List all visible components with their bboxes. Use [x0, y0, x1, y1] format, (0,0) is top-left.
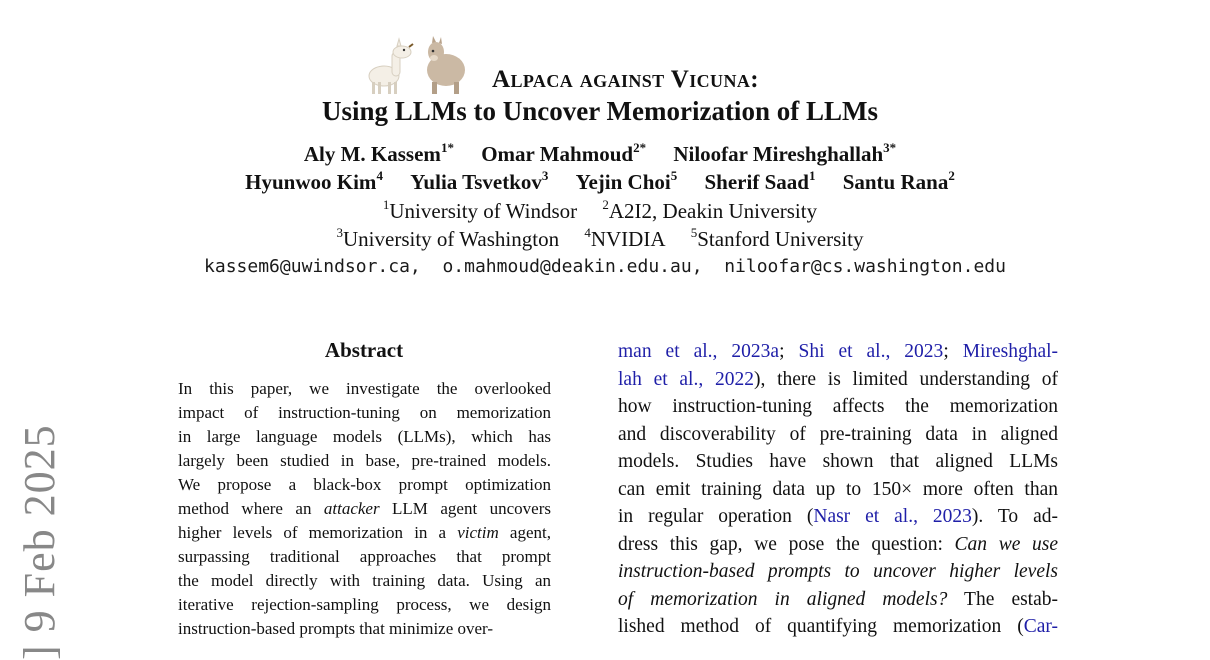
body-line: and discoverability of pre-training data in aligned	[618, 423, 1058, 445]
abstract-line: method where an attacker LLM agent uncovers	[178, 499, 551, 518]
author: Yulia Tsvetkov$^3$	[410, 168, 549, 194]
author-list-row1	[0, 142, 1200, 167]
affiliation: $^2$A2I2, Deakin University	[602, 197, 818, 223]
alpaca-vicuna-logo	[364, 36, 474, 96]
body-line: models. Studies have shown that aligned LLMs	[618, 451, 1058, 472]
citation-link[interactable]: Mireshghal-	[962, 341, 1059, 362]
body-line: of memorization in aligned models? The estab-	[618, 588, 1058, 610]
citation-link[interactable]: Car-	[1023, 616, 1058, 637]
abstract-line: instruction-based prompts that minimize over-	[178, 619, 494, 638]
body-line: can emit training data up to 150× more often than	[618, 478, 1058, 500]
vicuna-icon	[427, 36, 465, 94]
abstract-line: We propose a black-box prompt optimization	[178, 475, 551, 494]
author: Aly M. Kassem$^{1*}$	[303, 140, 454, 166]
author-emails: kassem6@uwindsor.ca, o.mahmoud@deakin.edu.au, niloofar@cs.washington.edu	[204, 256, 1006, 277]
abstract-line: impact of instruction-tuning on memorization	[178, 403, 551, 422]
author: Omar Mahmoud$^{2*}$	[481, 140, 647, 166]
abstract-line: higher levels of memorization in a victim agent,	[178, 523, 551, 542]
citation-link[interactable]: man et al., 2023a	[618, 341, 780, 362]
body-line: instruction-based prompts to uncover higher levels	[618, 561, 1058, 582]
abstract-line: surpassing traditional approaches that prompt	[178, 547, 551, 566]
citation-link[interactable]: lah et al., 2022	[618, 368, 754, 390]
affiliations-row2	[0, 227, 1200, 252]
abstract-line: largely been studied in base, pre-trained models.	[178, 451, 551, 470]
author: Sherif Saad$^1$	[704, 168, 816, 194]
author: Niloofar Mireshghallah$^{3*}$	[673, 140, 897, 166]
arxiv-date-stamp	[15, 424, 80, 660]
author: Yejin Choi$^5$	[575, 168, 678, 194]
abstract-line: In this paper, we investigate the overlooked	[178, 379, 551, 398]
affiliation: $^5$Stanford University	[690, 225, 864, 251]
author: Hyunwoo Kim$^4$	[245, 168, 383, 194]
author-list-row2	[0, 170, 1200, 195]
body-line: lished method of quantifying memorization (Car-	[618, 616, 1058, 637]
body-line: man et al., 2023a; Shi et al., 2023; Mireshghal-	[618, 341, 1059, 362]
affiliation: $^1$University of Windsor	[382, 197, 578, 223]
citation-link[interactable]: Shi et al., 2023	[798, 341, 944, 362]
paper-title-line1: Alpaca against Vicuna:	[492, 66, 759, 93]
abstract-line: the model directly with training data. Using an	[178, 571, 551, 590]
paper-title-line2: Using LLMs to Uncover Memorization of LLMs	[322, 96, 878, 126]
body-line: lah et al., 2022), there is limited understanding of	[618, 368, 1059, 390]
citation-link[interactable]: Nasr et al., 2023	[813, 506, 972, 527]
body-line: how instruction-tuning affects the memorization	[618, 396, 1058, 417]
body-line: in regular operation (Nasr et al., 2023). To ad-	[618, 506, 1059, 527]
author: Santu Rana$^2$	[842, 168, 955, 194]
affiliation: $^3$University of Washington	[336, 225, 560, 251]
body-line: dress this gap, we pose the question: Can we use	[618, 533, 1058, 555]
arxiv-date-text: ] 9 Feb 2025	[15, 424, 64, 660]
abstract-line: in large language models (LLMs), which has	[178, 427, 551, 446]
abstract-heading: Abstract	[324, 338, 404, 362]
affiliation: $^4$NVIDIA	[584, 225, 666, 251]
affiliations-row1	[0, 199, 1200, 224]
alpaca-icon	[369, 39, 413, 94]
abstract-line: iterative rejection-sampling process, we design	[178, 595, 551, 614]
